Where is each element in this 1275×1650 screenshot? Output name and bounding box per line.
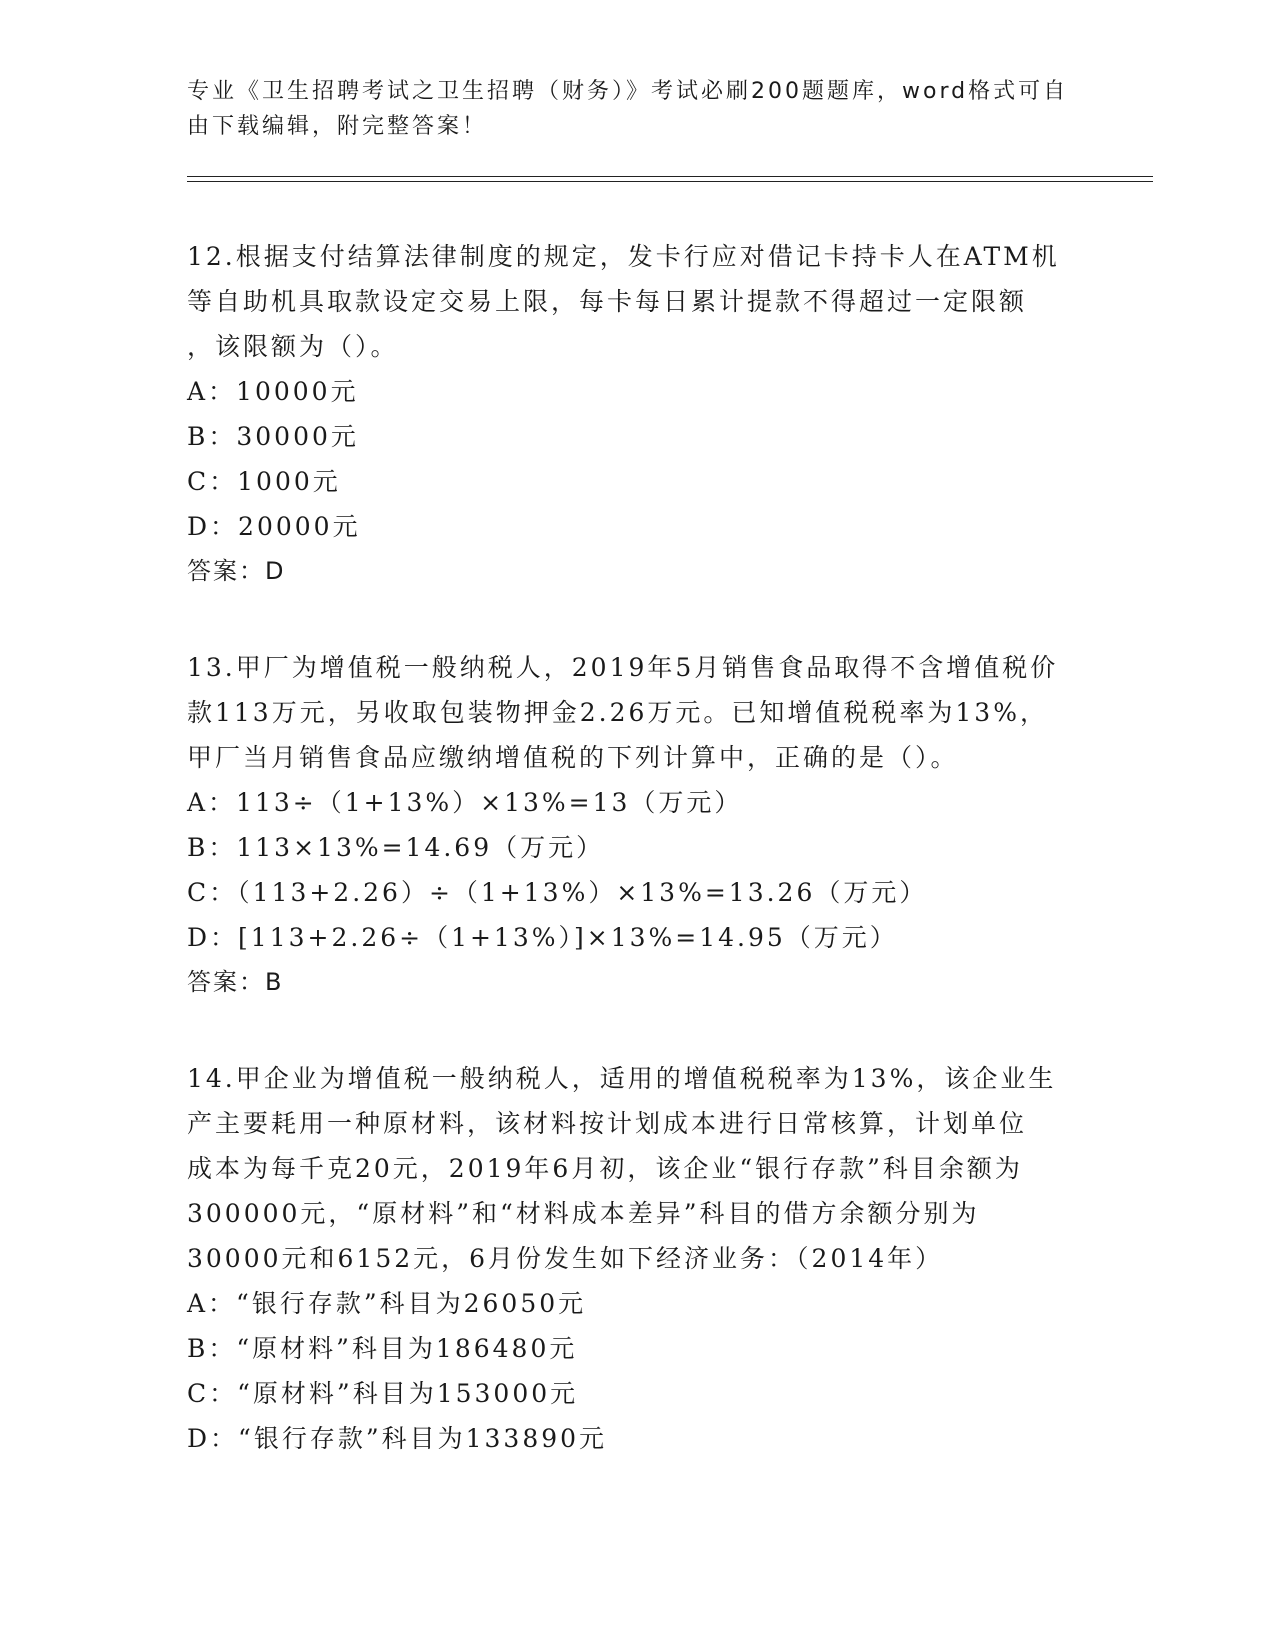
option-c: C：1000元 bbox=[187, 467, 341, 496]
option-b: B：113×13%=14.69（万元） bbox=[187, 833, 605, 862]
header-line: 由下载编辑，附完整答案！ bbox=[187, 114, 488, 139]
option-d: D：20000元 bbox=[187, 512, 361, 541]
stem-line: 等自助机具取款设定交易上限，每卡每日累计提款不得超过一定限额 bbox=[187, 287, 1028, 316]
stem-line: 13.甲厂为增值税一般纳税人，2019年5月销售食品取得不含增值税价 bbox=[187, 653, 1059, 682]
stem-line: 成本为每千克20元，2019年6月初，该企业“银行存款”科目余额为 bbox=[187, 1154, 1023, 1183]
header-line: 专业《卫生招聘考试之卫生招聘（财务）》考试必刷200题题库，word格式可自 bbox=[187, 79, 1069, 104]
stem-line: 30000元和6152元，6月份发生如下经济业务：（2014年） bbox=[187, 1244, 944, 1273]
option-c: C：（113+2.26）÷（1+13%）×13%=13.26（万元） bbox=[187, 878, 928, 907]
stem-line: ，该限额为（）。 bbox=[187, 332, 399, 361]
option-d: D：[113+2.26÷（1+13%）]×13%=14.95（万元） bbox=[187, 923, 898, 952]
option-a: A：113÷（1+13%）×13%=13（万元） bbox=[187, 788, 743, 817]
question-12 bbox=[187, 234, 1087, 594]
option-c: C：“原材料”科目为153000元 bbox=[187, 1379, 579, 1408]
option-a: A：10000元 bbox=[187, 377, 359, 406]
stem-line: 甲厂当月销售食品应缴纳增值税的下列计算中，正确的是（）。 bbox=[187, 743, 959, 772]
stem-line: 12.根据支付结算法律制度的规定，发卡行应对借记卡持卡人在ATM机 bbox=[187, 242, 1060, 271]
stem-line: 款113万元，另收取包装物押金2.26万元。已知增值税税率为13%， bbox=[187, 698, 1048, 727]
document-header bbox=[187, 74, 1077, 144]
header-divider-top bbox=[187, 176, 1153, 177]
option-a: A：“银行存款”科目为26050元 bbox=[187, 1289, 587, 1318]
answer-label: 答案：D bbox=[187, 557, 286, 585]
question-14 bbox=[187, 1056, 1087, 1461]
option-d: D：“银行存款”科目为133890元 bbox=[187, 1424, 608, 1453]
stem-line: 产主要耗用一种原材料，该材料按计划成本进行日常核算，计划单位 bbox=[187, 1109, 1028, 1138]
header-divider-bottom bbox=[187, 181, 1153, 182]
question-13 bbox=[187, 645, 1087, 1005]
option-b: B：30000元 bbox=[187, 422, 359, 451]
stem-line: 300000元，“原材料”和“材料成本差异”科目的借方余额分别为 bbox=[187, 1199, 980, 1228]
option-b: B：“原材料”科目为186480元 bbox=[187, 1334, 578, 1363]
question-stem bbox=[187, 234, 1087, 369]
question-stem bbox=[187, 645, 1087, 780]
question-stem bbox=[187, 1056, 1087, 1281]
answer-label: 答案：B bbox=[187, 968, 284, 996]
stem-line: 14.甲企业为增值税一般纳税人，适用的增值税税率为13%，该企业生 bbox=[187, 1064, 1057, 1093]
